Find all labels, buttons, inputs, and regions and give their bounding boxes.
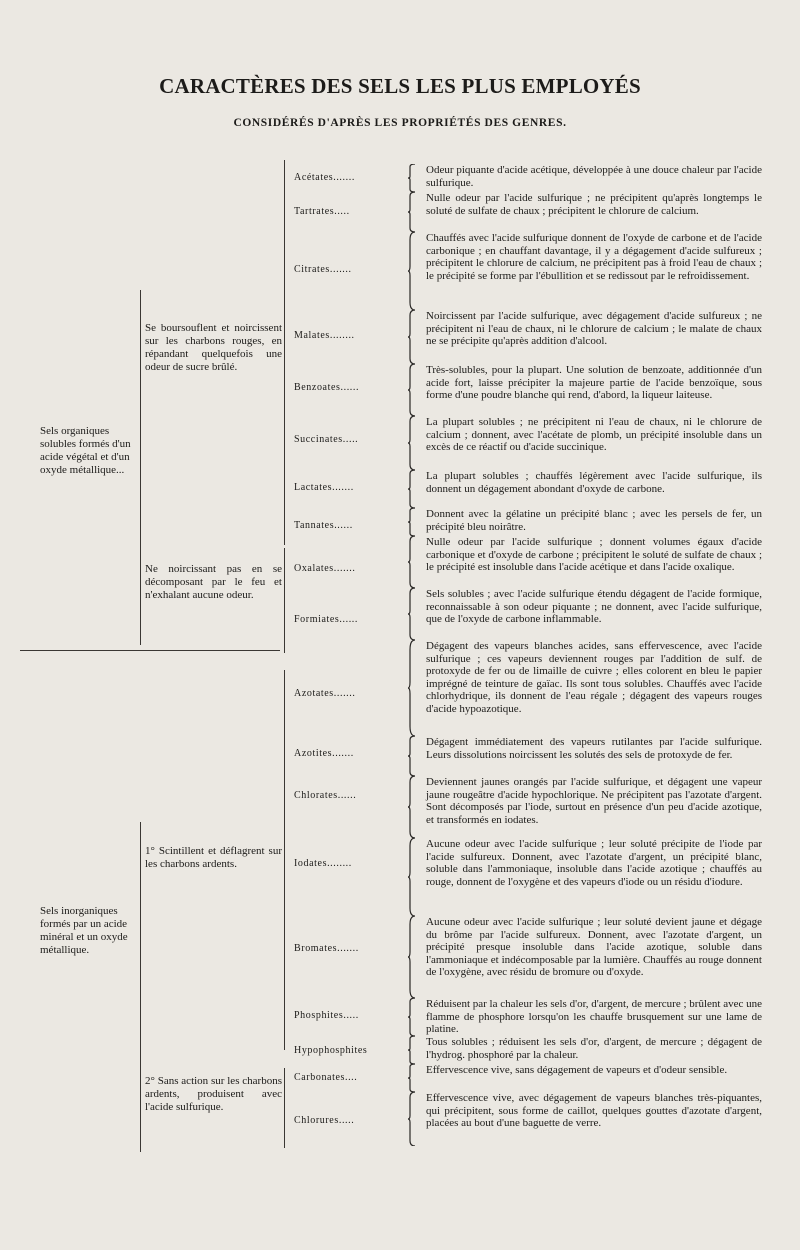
salt-oxalates: Oxalates....... [294,563,356,574]
brace-icon [408,1064,416,1092]
salt-tartrates: Tartrates..... [294,206,350,217]
salt-citrates: Citrates....... [294,264,352,275]
brace-icon [408,838,416,916]
salt-chlorures: Chlorures..... [294,1115,355,1126]
connector-org-2 [284,548,285,653]
brace-icon [408,776,416,838]
salt-azotites: Azotites....... [294,748,354,759]
section-divider [20,650,280,651]
salt-carbonates: Carbonates.... [294,1072,358,1083]
desc-succinates: La plupart solubles ; ne précipitent ni l'eau de chaux, ni le chlorure de calcium ; donnent, avec l'acétate de plomb, un précipité insoluble dans un excès de ce réactif ou d'acide succinique. [426,416,762,454]
brace-icon [408,470,416,508]
brace-icon [408,364,416,416]
connector-organic [140,290,141,645]
desc-benzoates: Très-solubles, pour la plupart. Une solution de benzoate, additionnée d'un acide fort, laisse précipiter la majeure partie de l'acide benzoïque, sous forme d'une poudre blanche qui rend, d'abord, la liqueur laiteuse. [426,364,762,402]
salt-iodates: Iodates........ [294,858,352,869]
brace-icon [408,508,416,536]
connector-inorganic [140,822,141,1152]
salt-chlorates: Chlorates...... [294,790,357,801]
desc-malates: Noircissent par l'acide sulfurique, avec dégagement d'acide sulfureux ; ne précipitent ni l'eau de chaux, ni le chlorure de calcium ; le malate de chaux ne se précipite qu'après addition d'alcool. [426,310,762,348]
desc-chlorures: Effervescence vive, avec dégagement de vapeurs blanches très-piquantes, qui précipitent, sous forme de caillot, quelques gouttes d'azotate d'argent, placées au bout d'une baguette de verre. [426,1092,762,1130]
salt-azotates: Azotates....... [294,688,356,699]
salt-succinates: Succinates..... [294,434,359,445]
subgroup-inorganic-2: 2° Sans action sur les charbons ardents, produisent avec l'acide sulfurique. [145,1075,282,1113]
brace-icon [408,998,416,1036]
desc-azotites: Dégagent immédiatement des vapeurs rutilantes par l'acide sulfurique. Leurs dissolutions noircissent les solutés des sels de protoxyde de fer. [426,736,762,761]
salt-formiates: Formiates...... [294,614,358,625]
brace-icon [408,640,416,736]
salt-lactates: Lactates....... [294,482,354,493]
subgroup-organic-1: Se boursouflent et noircissent sur les charbons rouges, en répandant quelquefois une odeur de sucre brûlé. [145,322,282,373]
category-organic: Sels organiques solubles formés d'un acide végétal et d'un oxyde métallique... [40,425,131,476]
salt-hypophosphites: Hypophosphites [294,1045,368,1056]
salt-tannates: Tannates...... [294,520,353,531]
connector-org-1 [284,160,285,545]
salt-malates: Malates........ [294,330,355,341]
category-inorganic: Sels inorganiques formés par un acide minéral et un oxyde métallique. [40,905,128,956]
subgroup-organic-2: Ne noircissant pas en se décomposant par le feu et n'exhalant aucune odeur. [145,563,282,601]
desc-bromates: Aucune odeur avec l'acide sulfurique ; leur soluté devient jaune et dégage du brôme par l'acide sulfureux. Donnent, avec l'azotate d'argent, un précipité presque insoluble dans l'acide azotique, soluble dans l'ammoniaque et indécomposable par la lumière. Chauffés au rouge donnent de l'oxygène, avec résidu de bromure ou d'oxyde. [426,916,762,979]
brace-icon [408,736,416,776]
brace-icon [408,416,416,470]
page-title: CARACTÈRES DES SELS LES PLUS EMPLOYÉS [159,74,641,98]
desc-chlorates: Deviennent jaunes orangés par l'acide sulfurique, et dégagent une vapeur jaune rougeâtre d'acide hypochlorique. Ne précipitent pas l'azotate d'argent. Sont décomposés par l'iode, surtout en présence d'un peu d'acide azotique, et transformés en iodates. [426,776,762,826]
brace-icon [408,536,416,588]
brace-icon [408,1036,416,1064]
connector-inorg-2 [284,1068,285,1148]
brace-icon [408,310,416,364]
salt-benzoates: Benzoates...... [294,382,360,393]
brace-icon [408,164,416,192]
desc-iodates: Aucune odeur avec l'acide sulfurique ; leur soluté précipite de l'iode par l'acide sulfureux. Donnent, avec l'azotate d'argent, un précipité blanc, soluble dans l'ammoniaque, insoluble dans l'acide azotique ; chauffés au rouge, donnent de l'oxygène et des vapeurs d'iode ou un résidu d'iodure. [426,838,762,888]
salt-phosphites: Phosphites..... [294,1010,359,1021]
desc-formiates: Sels solubles ; avec l'acide sulfurique étendu dégagent de l'acide formique, reconnaissable à son odeur piquante ; ne donnent, avec l'acide sulfurique, que de l'oxyde de carbone inflammable. [426,588,762,626]
desc-acetates: Odeur piquante d'acide acétique, développée à une douce chaleur par l'acide sulfurique. [426,164,762,189]
desc-oxalates: Nulle odeur par l'acide sulfurique ; donnent volumes égaux d'acide carbonique et d'oxyde de carbone ; précipitent le soluté de sulfate de chaux ; le précipité est insoluble dans l'acide acétique et dans l'acide oxalique. [426,536,762,574]
connector-inorg-1 [284,670,285,1050]
salt-acetates: Acétates....... [294,172,355,183]
brace-icon [408,232,416,310]
brace-icon [408,1092,416,1146]
desc-phosphites: Réduisent par la chaleur les sels d'or, d'argent, de mercure ; brûlent avec une flamme de phosphore lorsqu'on les chauffe brusquement sur une lame de platine. [426,998,762,1036]
page-subtitle: CONSIDÉRÉS D'APRÈS LES PROPRIÉTÉS DES GENRES. [233,117,567,129]
desc-lactates: La plupart solubles ; chauffés légèrement avec l'acide sulfurique, ils donnent un dégagement abondant d'oxyde de carbone. [426,470,762,495]
brace-icon [408,916,416,998]
brace-icon [408,192,416,232]
salt-bromates: Bromates....... [294,943,359,954]
subgroup-inorganic-1: 1° Scintillent et déflagrent sur les charbons ardents. [145,845,282,870]
desc-citrates: Chauffés avec l'acide sulfurique donnent de l'oxyde de carbone et de l'acide carbonique ; en chauffant davantage, il y a dégagement d'acide sulfureux ; précipitent le chlorure de calcium, ne précipitent pas à froid l'eau de chaux ; le précipité se forme par l'ébullition et se redissout par le refroidissement. [426,232,762,282]
desc-hypophosphites: Tous solubles ; réduisent les sels d'or, d'argent, de mercure ; dégagent de l'hydrog. phosphoré par la chaleur. [426,1036,762,1061]
desc-azotates: Dégagent des vapeurs blanches acides, sans effervescence, avec l'acide sulfurique ; ces vapeurs deviennent rouges par l'addition de sulf. de protoxyde de fer ou de limaille de cuivre ; elles colorent en bleu le papier imprégné de teinture de gaïac. Ils sont tous solubles. Chauffés avec l'acide chlorhydrique, ils donnent de l'eau régale ; dégagent des vapeurs rouges d'acide hypoazotique. [426,640,762,715]
desc-carbonates: Effervescence vive, sans dégagement de vapeurs et d'odeur sensible. [426,1064,728,1076]
brace-icon [408,588,416,640]
desc-tannates: Donnent avec la gélatine un précipité blanc ; avec les persels de fer, un précipité bleu noirâtre. [426,508,762,533]
desc-tartrates: Nulle odeur par l'acide sulfurique ; ne précipitent qu'après longtemps le soluté de sulfate de chaux ; précipitent le chlorure de calcium. [426,192,762,217]
